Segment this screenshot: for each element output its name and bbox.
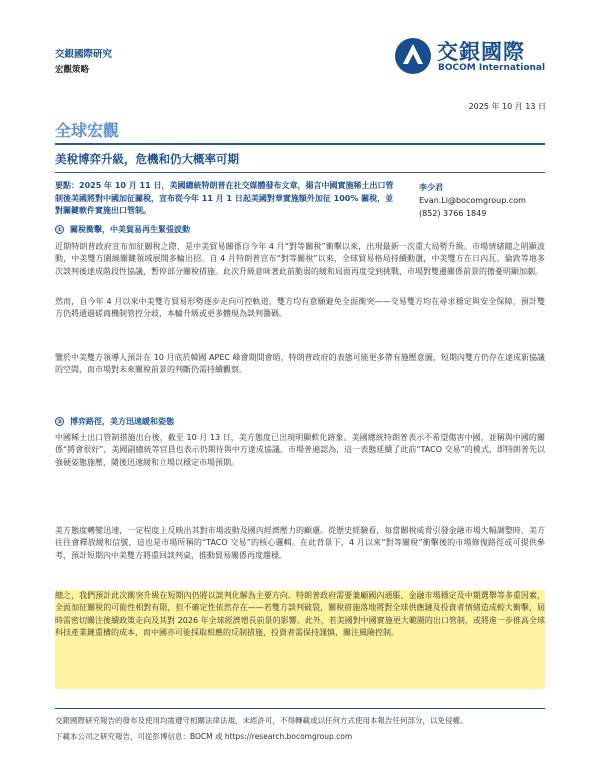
section-marker-icon: ①: [56, 226, 63, 234]
paragraph-4: 中國稀土出口管制措施出台後，截至 10 月 13 日，美方態度已出現明顯軟化跡象。美國總統特朗普表示不希望傷害中國，並稱與中國的關係“將會很好”，美國副總統等官員也表示仍期待與中方達成協議。市場普遍認為，這一表態延續了此前“TACO 交易”的模式，即特朗普先以強硬姿態施壓，隨後迅速緩和立場以穩定市場預期。: [55, 433, 545, 467]
summary-text: 要點：2025 年 10 月 11 日，美國總統特朗普在社交媒體發布文章，揚言中國實施稀土出口管制後美國將對中國加征關稅，宣布從今年 11 月 1 日起美國對華實施額外加征 100% 關稅，並對關鍵軟件實施出口管制。: [55, 181, 394, 215]
title-rule-bottom: [55, 172, 545, 173]
footer-download[interactable]: 下載本公司之研究報告，可從彭博信息：BOCM 或 https://research.bocomgroup.com: [55, 732, 353, 741]
author-name: 李少君: [419, 183, 443, 192]
section-heading-1: [55, 224, 190, 235]
header-subtitle: 宏觀策略: [55, 65, 90, 75]
paragraph-1: 近期特朗普政府宣布加征關稅之際，是中美貿易關係自今年 4 月“對等關稅”衝擊以來，出現最新一次重大局勢升級。市場情緒隨之明顯波動，中美雙方圍繞關鍵領域展開多輪出招。自 4 月特朗普宣布“對等關稅”以來，全球貿易格局持續動盪，中美雙方在日內瓦、倫敦等地多次談判後達成階段性協議，暫停部分關稅措施。此次升級意味著此前脆弱的緩和局面再度受到挑戰，市場對雙邊關係前景的擔憂明顯加劇。: [55, 242, 545, 276]
report-date: 2025 年 10 月 13 日: [468, 102, 546, 111]
footer-disclaimer: 交銀國際研究報告的發布及使用均需遵守相關法律法規，未經許可，不得轉載或以任何方式使用本報告任何部分，以免侵權。: [55, 716, 468, 725]
section-marker-icon: ②: [56, 418, 63, 426]
section-title: 全球宏觀: [55, 121, 120, 140]
paragraph-2: 然而，自今年 4 月以來中美雙方貿易形勢逐步走向可控軌道，雙方均有意願避免全面衝突——交易雙方均在尋求穩定與安全保障，預計雙方仍將通過磋商機制管控分歧，本輪升級或更多體現為談判籌碼。: [55, 297, 545, 319]
logo-cn-text: 交銀國際: [437, 40, 525, 64]
title-rule: [55, 143, 545, 145]
paragraph-6: 總之，我們預計此次衝突升級在短期內仍將以談判化解為主要方向。特朗普政府需要兼顧國內通脹、金融市場穩定及中期選舉等多重因素，全面加征關稅的可能性相對有限，但不確定性依然存在——若雙方談判破裂，關稅措施落地將對全球供應鏈及投資者情緒造成較大衝擊，屆時需密切關注後續政策走向及其對 2026 年全球經濟增長前景的影響。此外，若美國對中國實施更大範圍的出口管制，或將進一步推高全球科技產業鏈重構的成本，而中國亦可能採取相應的反制措施，投資者需保持謹慎，關注風險控制。: [55, 590, 545, 689]
section-heading-label: 博弈路徑，美方迅速緩和姿態: [70, 417, 174, 426]
paragraph-3: 鑒於中美雙方領導人預計在 10 月底於韓國 APEC 峰會期間會晤，特朗普政府的表態可能更多帶有施壓意圖，短期內雙方仍存在達成新協議的空間，而市場對未來關稅前景的判斷仍需持續觀察。: [55, 353, 545, 375]
section-heading-label: 關稅衝擊，中美貿易再生緊張波動: [70, 225, 190, 234]
paragraph-5: 美方態度轉變迅速，一定程度上反映出其對市場波動及國內經濟壓力的顧慮。從歷史經驗看，每當關稅威脅引發金融市場大幅調整時，美方往往會釋放緩和信號，這也是市場所稱的“TACO 交易”的核心邏輯。在此背景下，4 月以來“對等關稅”衝擊後的市場修復路徑或可提供參考，預計短期內中美雙方將重回談判桌，推動貿易關係再度趨穩。: [55, 526, 545, 560]
author-block: [419, 181, 526, 220]
doc-title: 美稅博弈升級，危機和仍大概率可期: [55, 152, 239, 166]
bocom-logo: [393, 36, 553, 80]
footer-rule: [55, 708, 545, 709]
bocom-logo-icon: [393, 36, 433, 76]
section-heading-2: [55, 416, 174, 427]
header-org: 交銀國際研究: [55, 49, 113, 60]
logo-en-text: BOCOM International: [438, 63, 546, 73]
author-phone: (852) 3766 1849: [419, 209, 487, 218]
author-email[interactable]: Evan.Li@bocomgroup.com: [419, 196, 526, 205]
